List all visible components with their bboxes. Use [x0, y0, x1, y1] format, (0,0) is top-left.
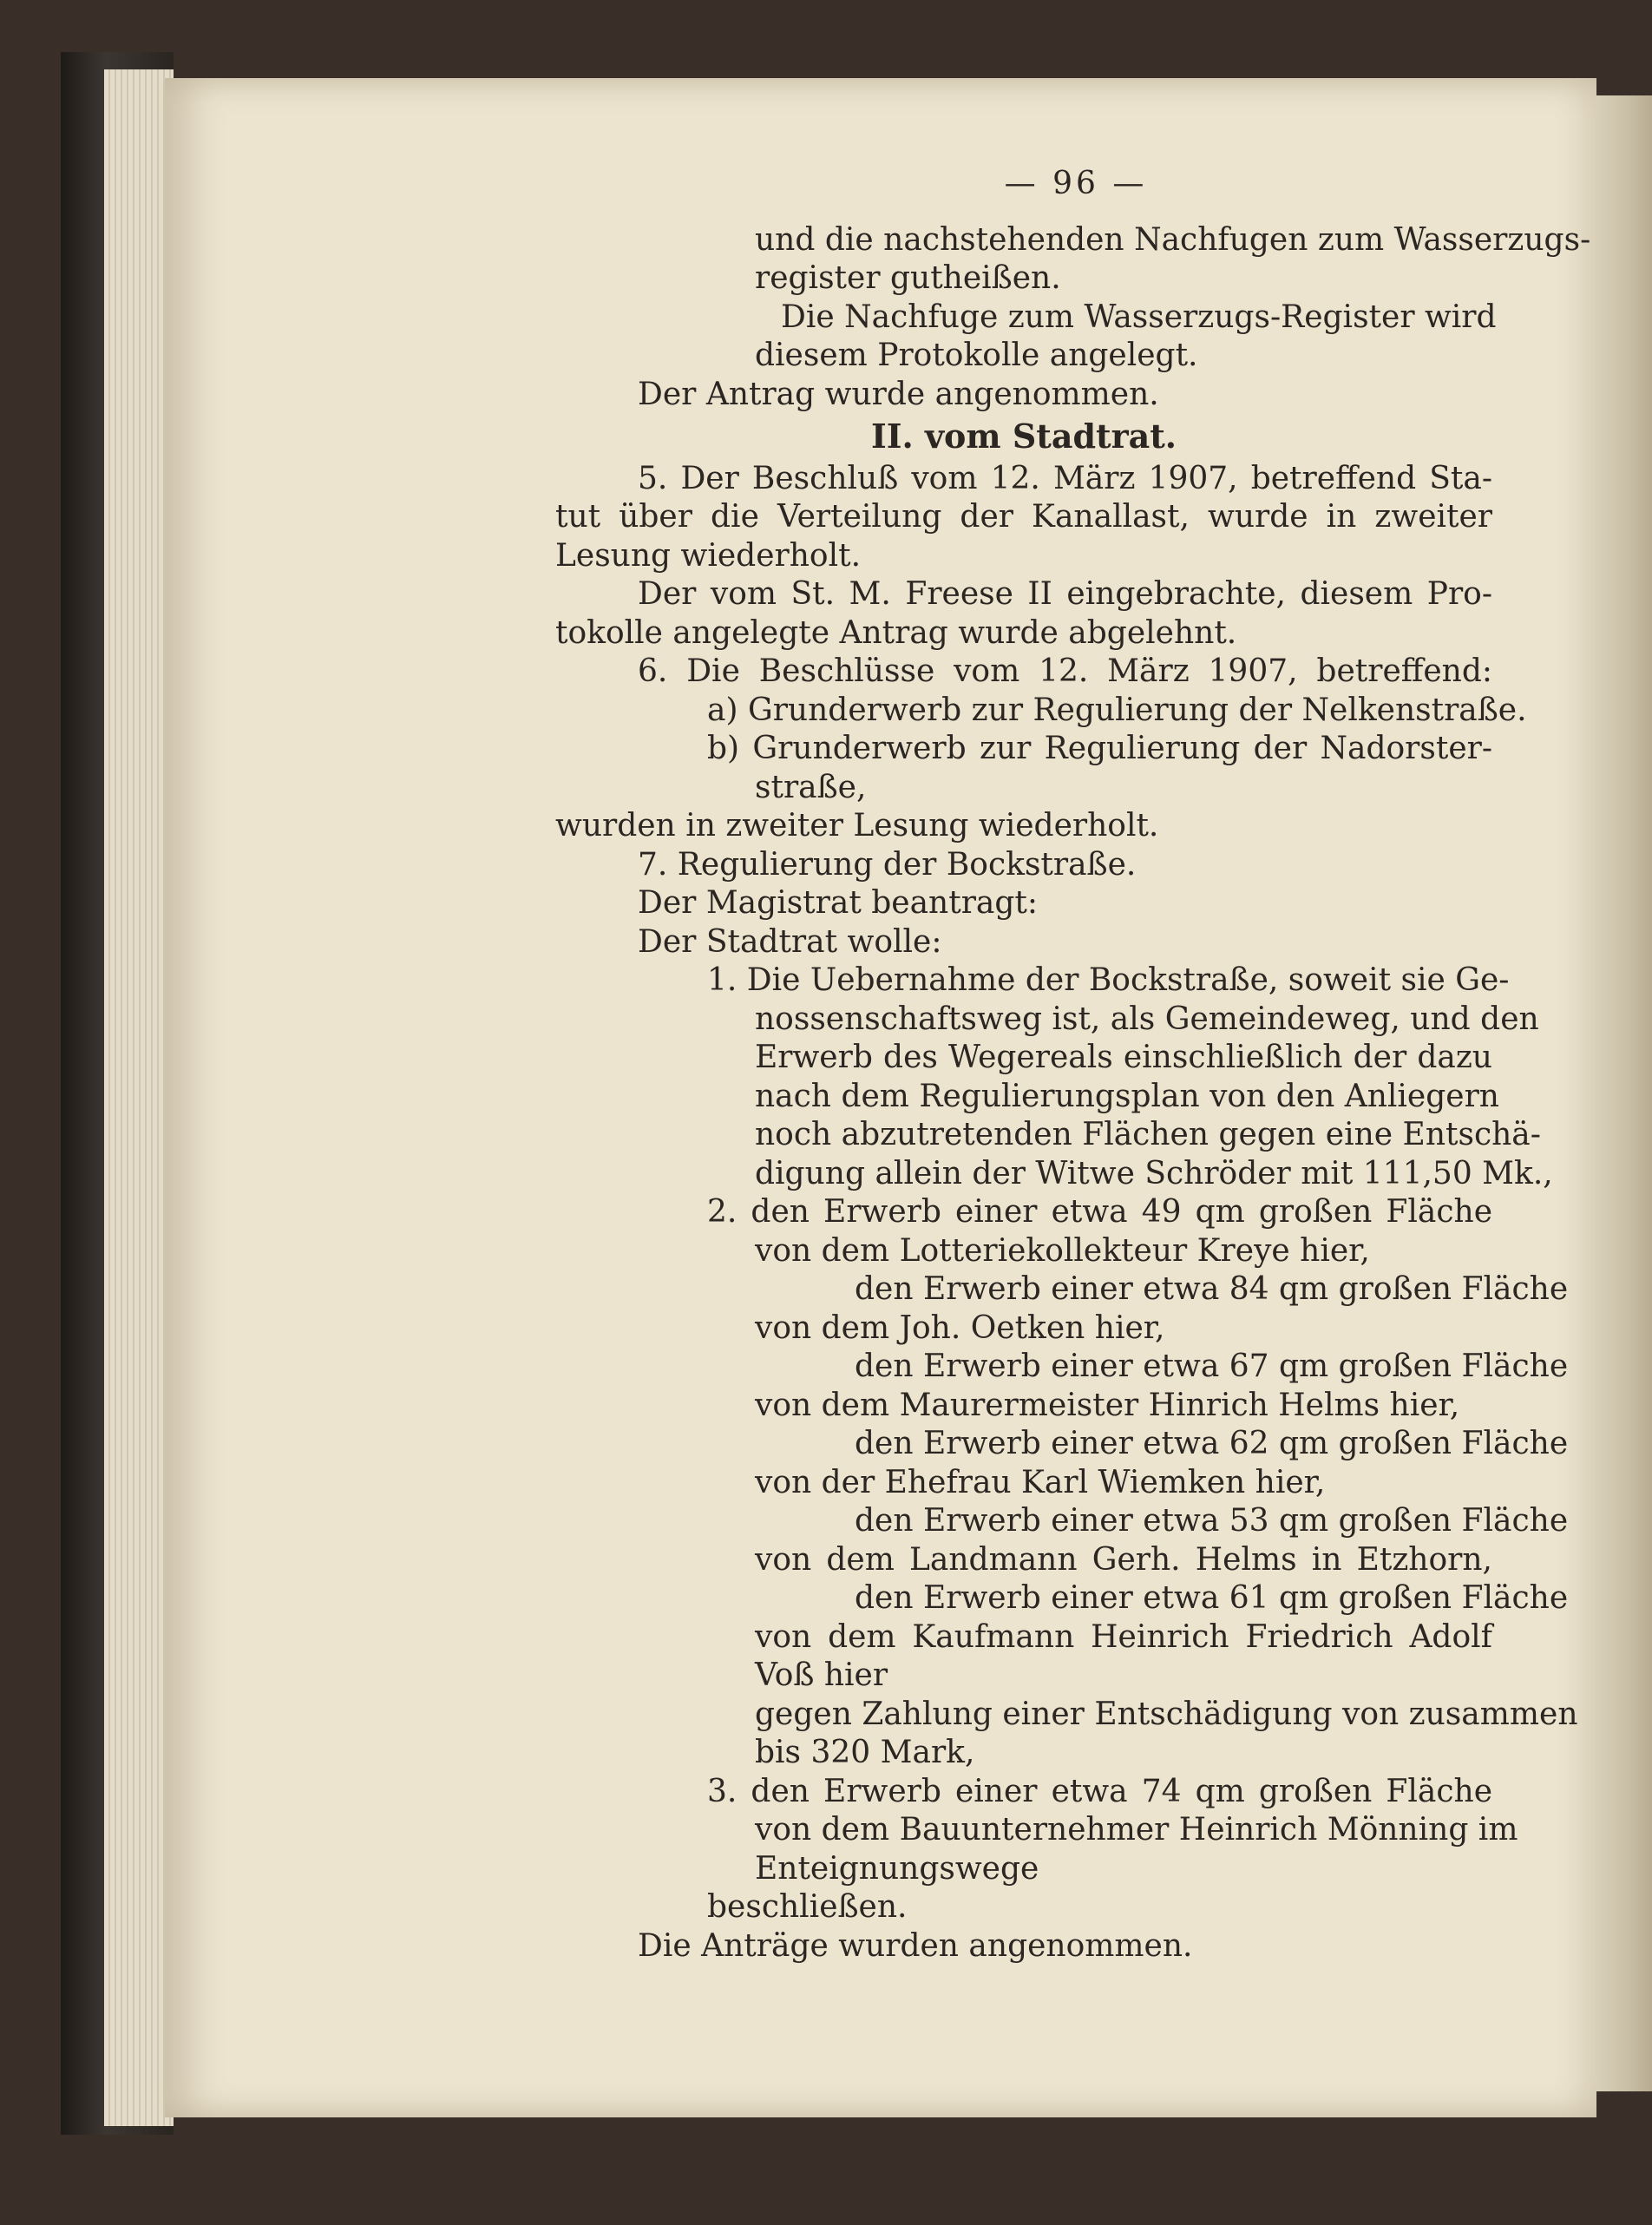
text-line: Enteignungswege	[755, 1850, 1039, 1887]
text-line: Der Antrag wurde angenommen.	[638, 376, 1159, 412]
text-line: nach dem Regulierungsplan von den Anliegern	[755, 1078, 1499, 1114]
text-line: 7. Regulierung der Bockstraße.	[638, 846, 1137, 883]
text-line: von dem Landmann Gerh. Helms in Etzhorn,	[755, 1541, 1492, 1578]
page-text	[555, 165, 1591, 1966]
text-line: Erwerb des Wegereals einschließlich der dazu	[755, 1040, 1492, 1075]
text-line: den Erwerb einer etwa 67 qm großen Fläche	[855, 1349, 1569, 1384]
text-line: Die Anträge wurden angenommen.	[638, 1927, 1193, 1964]
text-line: den Erwerb einer etwa 53 qm großen Fläche	[855, 1503, 1569, 1539]
text-line: 6. Die Beschlüsse vom 12. März 1907, betreffend:	[638, 653, 1492, 689]
text-line: register gutheißen.	[755, 260, 1061, 296]
section-heading: II. vom Stadtrat.	[870, 417, 1177, 456]
text-line: den Erwerb einer etwa 61 qm großen Fläche	[855, 1580, 1569, 1616]
text-line: beschließen.	[707, 1889, 908, 1925]
text-line: tut über die Verteilung der Kanallast, wurde in zweiter	[555, 499, 1492, 535]
text-block-after-heading	[555, 460, 1578, 1966]
text-line: den Erwerb einer etwa 62 qm großen Fläche	[855, 1426, 1569, 1461]
text-line: nossenschaftsweg ist, als Gemeindeweg, und den	[755, 1001, 1539, 1037]
page-number: — 96 —	[1004, 166, 1148, 201]
text-line: und die nachstehenden Nachfugen zum Wasserzugs-	[755, 221, 1591, 258]
text-line: Der Magistrat beantragt:	[638, 885, 1039, 921]
text-line: von dem Joh. Oetken hier,	[755, 1309, 1165, 1346]
text-line: Voß hier	[755, 1657, 888, 1693]
text-block-before-heading	[555, 221, 1591, 415]
text-line: wurden in zweiter Lesung wiederholt.	[555, 808, 1159, 843]
text-line: von dem Lotteriekollekteur Kreye hier,	[755, 1232, 1370, 1269]
text-line: von dem Maurermeister Hinrich Helms hier,	[755, 1387, 1460, 1423]
text-line: Lesung wiederholt.	[555, 537, 862, 574]
text-line: von dem Kaufmann Heinrich Friedrich Adolf	[755, 1618, 1492, 1655]
text-line: Der vom St. M. Freese II eingebrachte, diesem Pro-	[638, 576, 1492, 612]
facing-page-edge	[1596, 95, 1652, 2091]
text-line: bis 320 Mark,	[755, 1735, 975, 1770]
text-line: gegen Zahlung einer Entschädigung von zusammen	[755, 1696, 1578, 1732]
text-line: 1. Die Uebernahme der Bockstraße, soweit sie Ge-	[707, 962, 1510, 998]
text-line: a) Grunderwerb zur Regulierung der Nelkenstraße.	[707, 692, 1527, 728]
text-line: 5. Der Beschluß vom 12. März 1907, betreffend Sta-	[638, 460, 1492, 496]
text-line: noch abzutretenden Flächen gegen eine Entschä-	[755, 1117, 1541, 1152]
text-line: von dem Bauunternehmer Heinrich Mönning im	[755, 1812, 1518, 1848]
text-line: digung allein der Witwe Schröder mit 111,50 Mk.,	[755, 1155, 1553, 1191]
text-line: straße,	[755, 769, 867, 805]
text-line: den Erwerb einer etwa 84 qm großen Fläche	[855, 1271, 1569, 1307]
text-line: b) Grunderwerb zur Regulierung der Nadorster-	[707, 731, 1492, 766]
text-line: Die Nachfuge zum Wasserzugs-Register wird	[781, 299, 1497, 335]
text-line: 2. den Erwerb einer etwa 49 qm großen Fläche	[707, 1194, 1492, 1230]
text-line: diesem Protokolle angelegt.	[755, 338, 1198, 373]
page-edges	[104, 69, 174, 2126]
text-line: Der Stadtrat wolle:	[638, 923, 942, 960]
text-line: 3. den Erwerb einer etwa 74 qm großen Fläche	[707, 1773, 1492, 1809]
text-line: von der Ehefrau Karl Wiemken hier,	[755, 1464, 1326, 1500]
text-line: tokolle angelegte Antrag wurde abgelehnt.	[555, 614, 1237, 651]
